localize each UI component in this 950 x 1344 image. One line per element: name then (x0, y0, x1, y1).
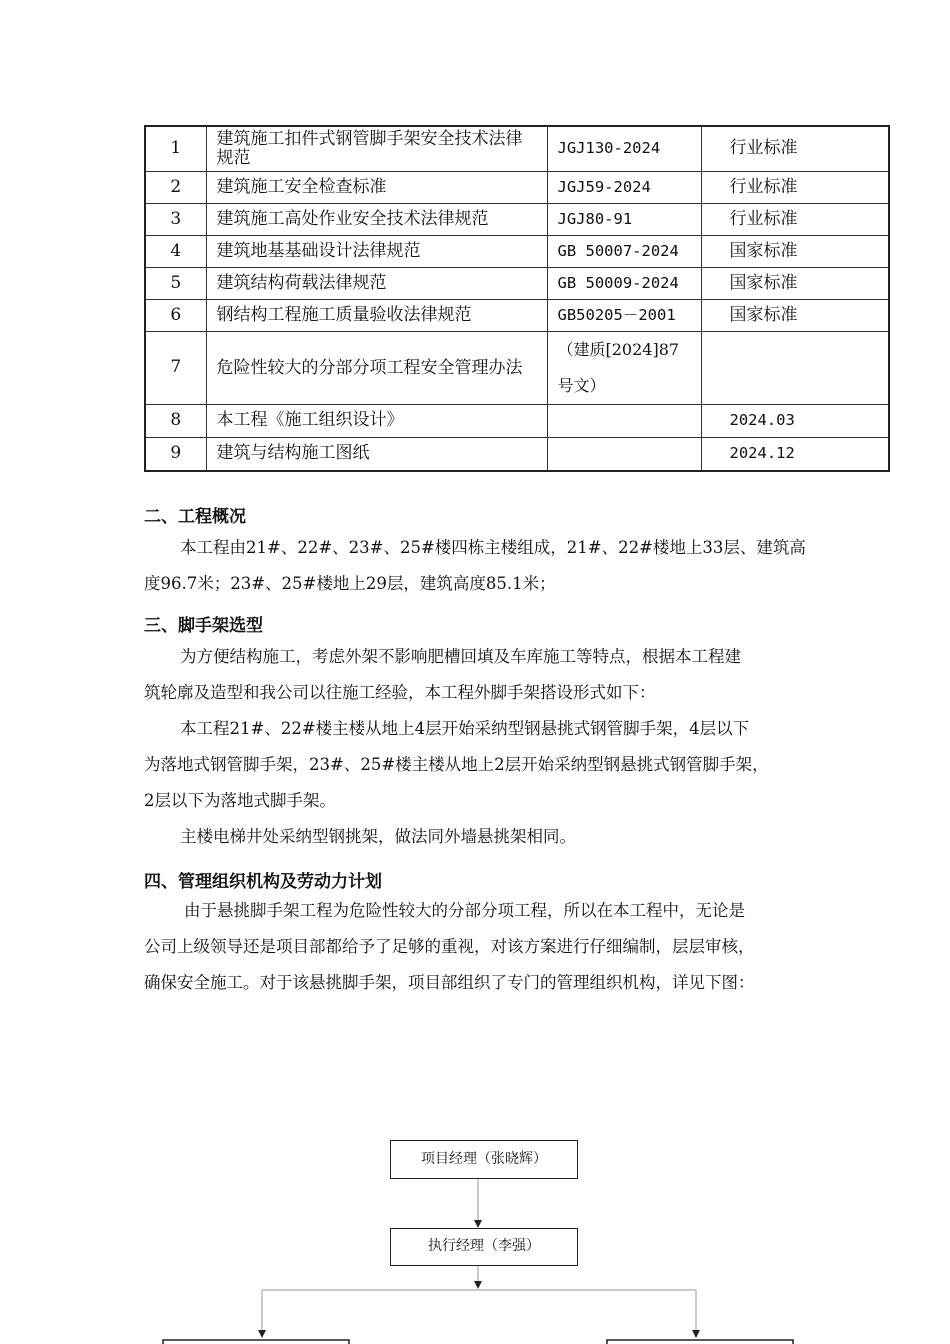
org-box-project-manager: 项目经理（张晓辉） (390, 1140, 578, 1179)
standard-type: 国家标准 (701, 235, 889, 267)
standard-code: （建质[2024]87号文） (547, 331, 701, 404)
text-span: 本工程21#、22#楼主楼从地上4层开始采纳型钢悬挑式钢管脚手架，4层以下 (180, 719, 750, 738)
org-box-partial (607, 1340, 793, 1344)
standard-code: JGJ80-91 (547, 203, 701, 235)
standard-name: 建筑施工高处作业安全技术法律规范 (206, 203, 547, 235)
arrow-head (474, 1220, 482, 1228)
text-span: 为方便结构施工，考虑外架不影响肥槽回填及车库施工等特点，根据本工程建 (180, 647, 741, 666)
text-line: 确保安全施工。对于该悬挑脚手架，项目部组织了专门的管理组织机构，详见下图： (144, 973, 755, 992)
text-span: 主楼电梯井处采纳型钢挑架，做法同外墙悬挑架相同。 (180, 827, 576, 846)
standard-type: 行业标准 (701, 171, 889, 203)
standard-name: 建筑施工扣件式钢管脚手架安全技术法律规范 (206, 126, 547, 171)
standard-name: 建筑施工安全检查标准 (206, 171, 547, 203)
standard-code: JGJ59-2024 (547, 171, 701, 203)
standard-type: 行业标准 (701, 126, 889, 171)
standard-code: JGJ130-2024 (547, 126, 701, 171)
row-number: 9 (145, 437, 206, 471)
text-line: 度96.7米；23#、25#楼地上29层，建筑高度85.1米； (144, 574, 556, 593)
section-heading-management: 四、管理组织机构及劳动力计划 (144, 872, 382, 892)
arrow-head (474, 1281, 482, 1289)
standard-name: 建筑结构荷载法律规范 (206, 267, 547, 299)
standard-type: 行业标准 (701, 203, 889, 235)
row-number: 6 (145, 299, 206, 331)
row-number: 7 (145, 331, 206, 404)
text-span: 由于悬挑脚手架工程为危险性较大的分部分项工程，所以在本工程中，无论是 (184, 901, 745, 920)
text-line: 为落地式钢管脚手架，23#、25#楼主楼从地上2层开始采纳型钢悬挑式钢管脚手架， (144, 755, 769, 774)
standard-name: 危险性较大的分部分项工程安全管理办法 (206, 331, 547, 404)
standard-name: 钢结构工程施工质量验收法律规范 (206, 299, 547, 331)
arrow-head (258, 1330, 266, 1338)
standard-type: 国家标准 (701, 299, 889, 331)
standard-name: 建筑地基基础设计法律规范 (206, 235, 547, 267)
row-number: 3 (145, 203, 206, 235)
standard-date: 2024.03 (701, 404, 889, 437)
row-number: 2 (145, 171, 206, 203)
text-line: 2层以下为落地式脚手架。 (144, 791, 336, 810)
row-number: 8 (145, 404, 206, 437)
text-span: 本工程由21#、22#、23#、25#楼四栋主楼组成，21#、22#楼地上33层、建筑高 (180, 538, 806, 557)
standard-code: GB 50007-2024 (547, 235, 701, 267)
row-number: 5 (145, 267, 206, 299)
arrow-head (692, 1330, 700, 1338)
standard-code: GB 50009-2024 (547, 267, 701, 299)
text-line: 筑轮廓及造型和我公司以往施工经验，本工程外脚手架搭设形式如下： (144, 683, 656, 702)
text-line: 公司上级领导还是项目部都给予了足够的重视，对该方案进行仔细编制，层层审核， (144, 937, 755, 956)
section-heading-overview: 二、工程概况 (144, 507, 246, 527)
row-number: 4 (145, 235, 206, 267)
org-box-partial (163, 1340, 349, 1344)
section-heading-scaffold-selection: 三、脚手架选型 (144, 616, 263, 636)
standard-type: 国家标准 (701, 267, 889, 299)
standard-name: 建筑与结构施工图纸 (206, 437, 547, 471)
standard-code: GB50205－2001 (547, 299, 701, 331)
standard-date: 2024.12 (701, 437, 889, 471)
org-box-executive-manager: 执行经理（李强） (390, 1228, 578, 1266)
row-number: 1 (145, 126, 206, 171)
standard-name: 本工程《施工组织设计》 (206, 404, 547, 437)
